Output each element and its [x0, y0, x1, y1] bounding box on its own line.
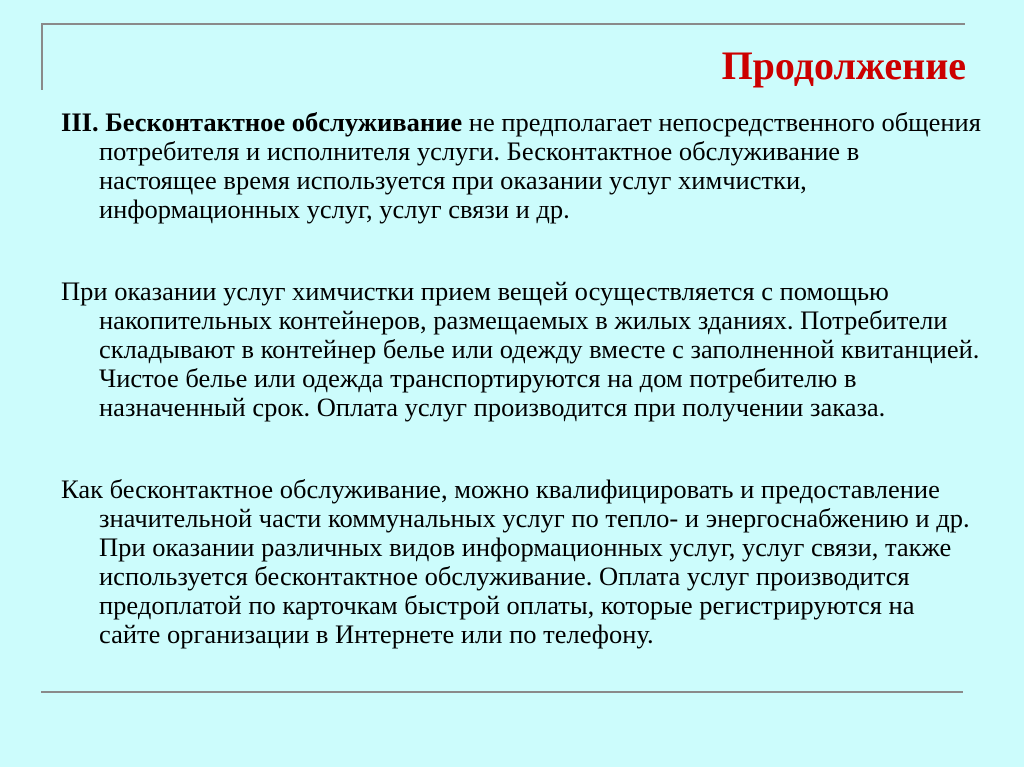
paragraph-dry-cleaning: [61, 277, 981, 422]
paragraph-text: не предполагает непосредственного общения потребителя и исполнителя услуги. Бесконтактное обслуживание в настоящее время используется при оказании услуг химчистки, информационных услуг, услуг связи и др.: [99, 107, 981, 224]
slide-content: [61, 108, 981, 649]
paragraph-contactless-service: [61, 108, 981, 224]
paragraph-text: Как бесконтактное обслуживание, можно квалифицировать и предоставление значительной части коммунальных услуг по тепло- и энергоснабжению и др. При оказании различных видов информационных услуг, услуг связи, также используется бесконтактное обслуживание. Оплата услуг производится предоплатой по карточкам быстрой оплаты, которые регистрируются на сайте организации в Интернете или по телефону.: [61, 474, 970, 649]
frame-left-line: [41, 23, 43, 90]
paragraph-utilities: [61, 475, 981, 649]
frame-bottom-line: [41, 691, 963, 693]
paragraph-bold-lead: III. Бесконтактное обслуживание: [61, 107, 463, 137]
frame-top-line: [41, 23, 965, 25]
slide-title: Продолжение: [721, 43, 966, 88]
paragraph-text: При оказании услуг химчистки прием вещей осуществляется с помощью накопительных контейнеров, размещаемых в жилых зданиях. Потребители складывают в контейнер белье или одежду вместе с заполненной квитанцией. Чистое белье или одежда транспортируются на дом потребителю в назначенный срок. Оплата услуг производится при получении заказа.: [61, 276, 980, 422]
